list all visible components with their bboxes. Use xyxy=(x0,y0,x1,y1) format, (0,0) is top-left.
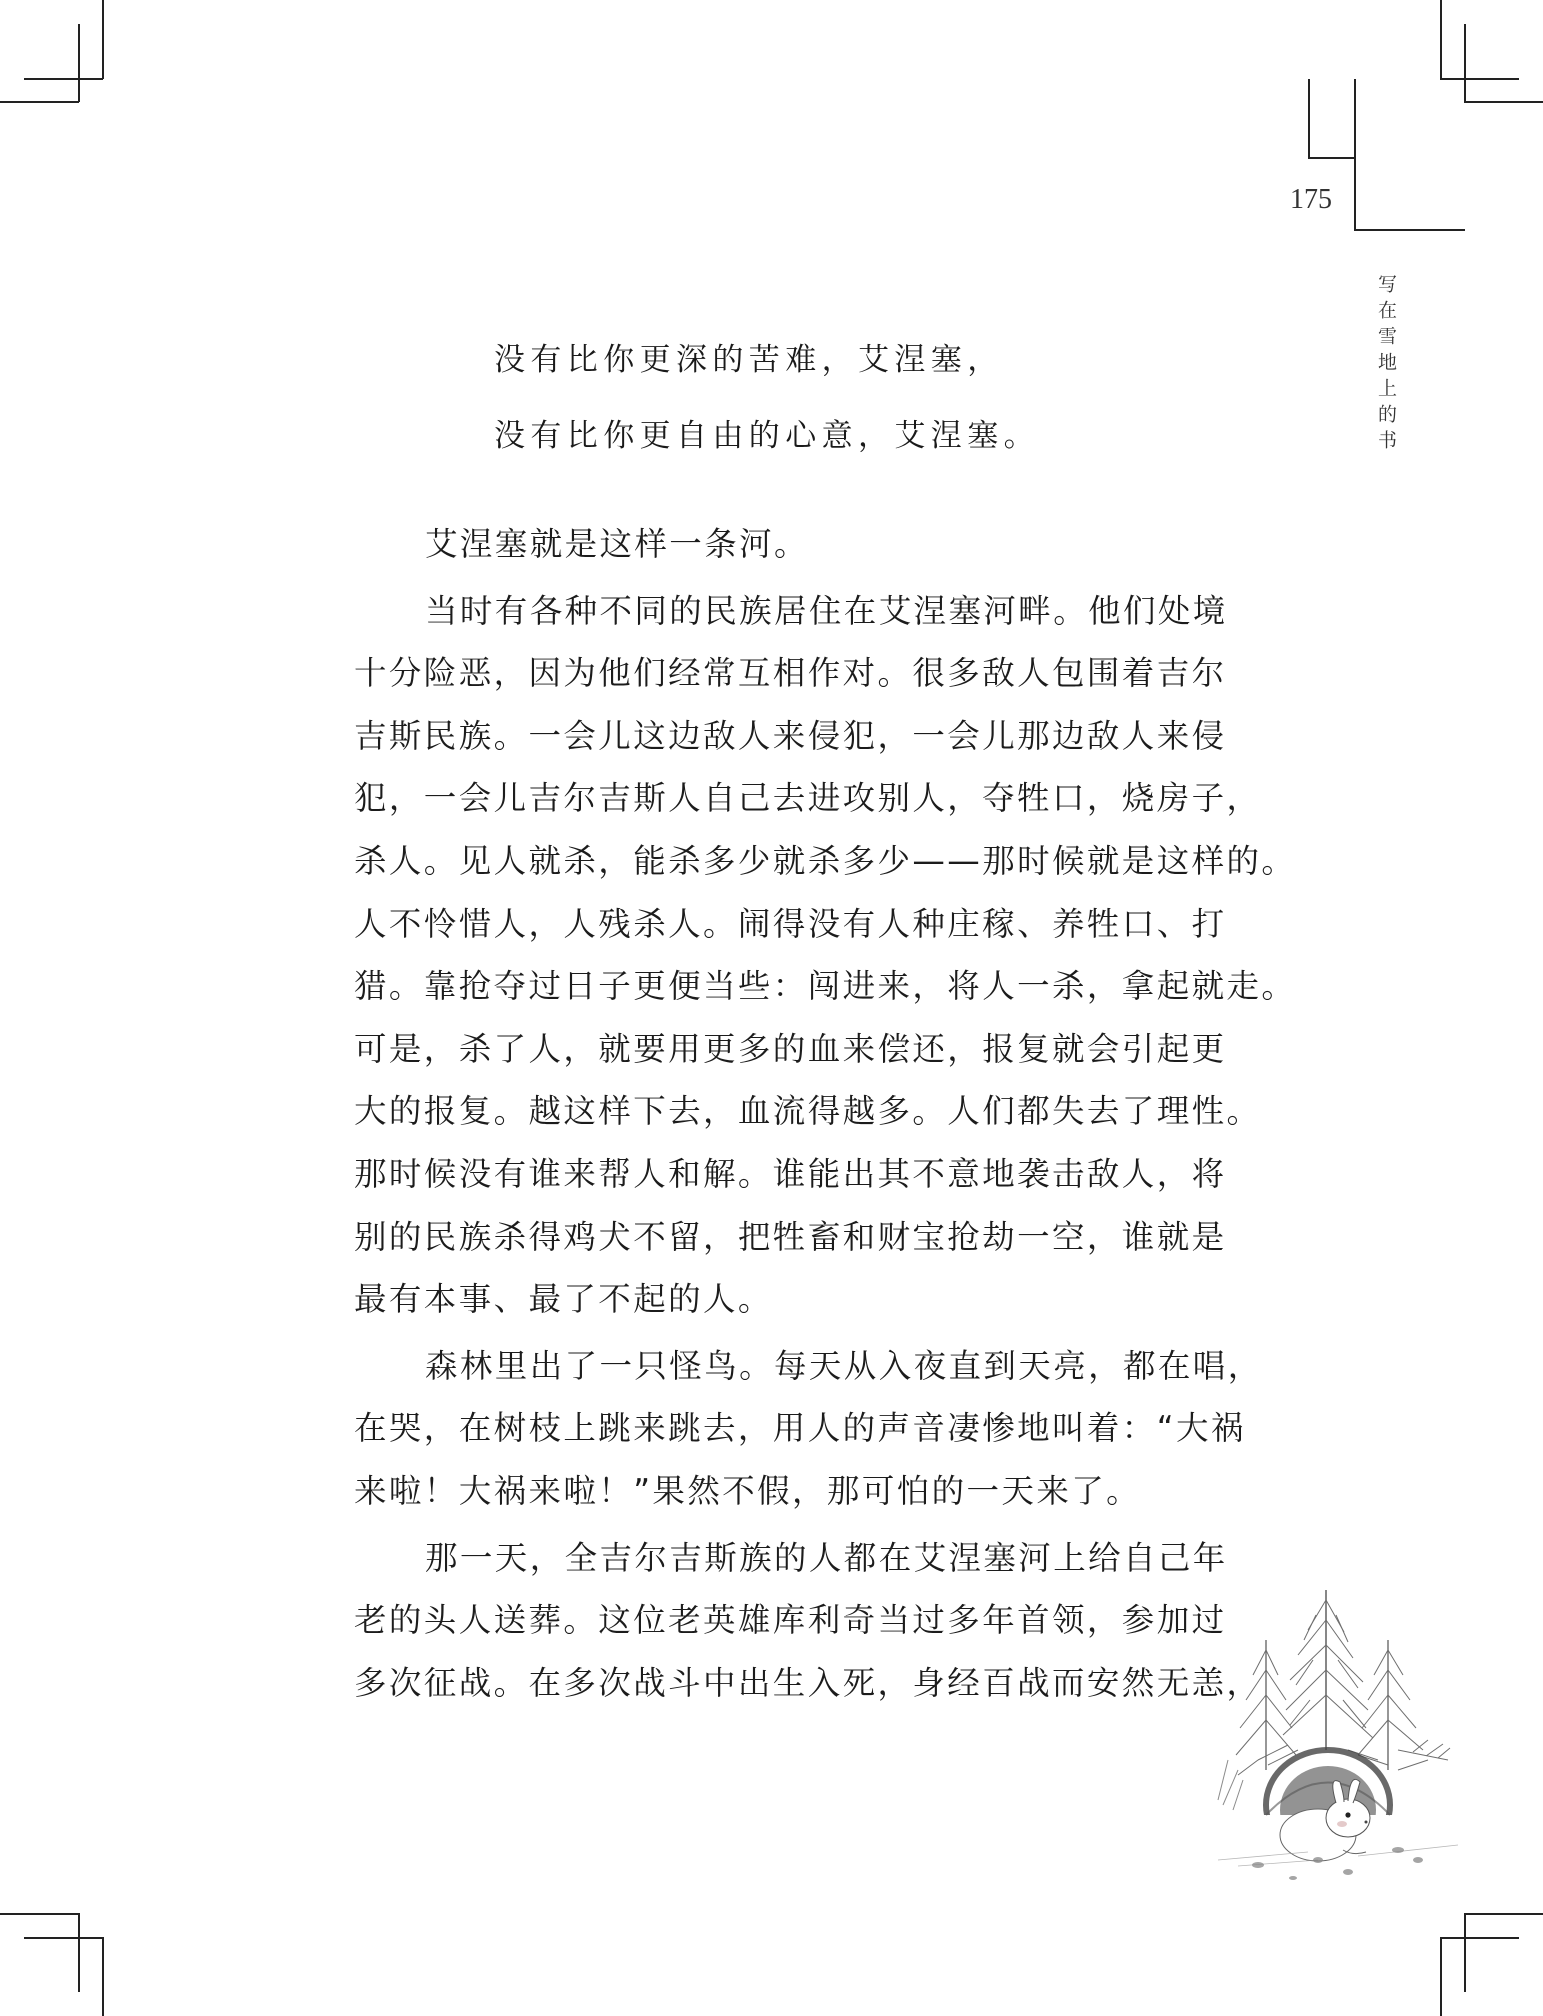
crop-mark xyxy=(1440,1937,1442,2016)
crop-mark xyxy=(1464,1913,1543,1915)
text-line: 最有本事、最了不起的人。 xyxy=(354,1280,773,1319)
text-line: 别的民族杀得鸡犬不留，把牲畜和财宝抢劫一空，谁就是 xyxy=(354,1217,1227,1256)
crop-mark xyxy=(24,1937,103,1939)
poem-line: 没有比你更深的苦难，艾涅塞， xyxy=(494,342,1004,378)
text-line: 多次征战。在多次战斗中出生入死，身经百战而安然无恙， xyxy=(354,1663,1262,1702)
crop-mark xyxy=(24,78,103,80)
crop-mark xyxy=(0,1913,79,1915)
header-rule xyxy=(1308,157,1354,159)
crop-mark xyxy=(78,24,80,102)
text-line: 在哭，在树枝上跳来跳去，用人的声音凄惨地叫着：“大祸 xyxy=(354,1409,1246,1448)
crop-mark xyxy=(1440,0,1442,79)
crop-mark xyxy=(102,0,104,79)
crop-mark xyxy=(0,101,79,103)
text-line: 那时候没有谁来帮人和解。谁能出其不意地袭击敌人，将 xyxy=(354,1154,1227,1193)
text-line: 艾涅塞就是这样一条河。 xyxy=(425,525,809,563)
crop-mark xyxy=(78,1913,80,1992)
text-line: 大的报复。越这样下去，血流得越多。人们都失去了理性。 xyxy=(354,1092,1262,1131)
text-line: 来啦！大祸来啦！”果然不假，那可怕的一天来了。 xyxy=(354,1471,1142,1510)
text-line: 犯，一会儿吉尔吉斯人自己去进攻别人，夺牲口，烧房子， xyxy=(354,779,1262,818)
text-line: 那一天，全吉尔吉斯族的人都在艾涅塞河上给自己年 xyxy=(425,1538,1228,1577)
crop-mark xyxy=(1464,101,1543,103)
header-rule xyxy=(1354,229,1465,231)
crop-mark xyxy=(1440,78,1519,80)
rabbit-illustration xyxy=(1198,1560,1498,1880)
text-line: 森林里出了一只怪鸟。每天从入夜直到天亮，都在唱， xyxy=(425,1346,1263,1385)
text-line: 猎。靠抢夺过日子更便当些：闯进来，将人一杀，拿起就走。 xyxy=(354,967,1297,1006)
poem-block xyxy=(494,322,1040,474)
poem-line: 没有比你更自由的心意，艾涅塞。 xyxy=(494,418,1040,454)
text-line: 可是，杀了人，就要用更多的血来偿还，报复就会引起更 xyxy=(354,1029,1227,1068)
text-line: 老的头人送葬。这位老英雄库利奇当过多年首领，参加过 xyxy=(354,1601,1227,1640)
running-title: 写在雪地上的书 xyxy=(1375,274,1397,456)
crop-mark xyxy=(1464,1913,1466,1992)
text-line: 当时有各种不同的民族居住在艾涅塞河畔。他们处境 xyxy=(425,591,1228,630)
crop-mark xyxy=(1464,24,1466,102)
crop-mark xyxy=(102,1937,104,2016)
text-line: 十分险恶，因为他们经常互相作对。很多敌人包围着吉尔 xyxy=(354,654,1227,693)
page-number: 175 xyxy=(1290,184,1332,215)
header-rule xyxy=(1354,79,1356,229)
text-line: 吉斯民族。一会儿这边敌人来侵犯，一会儿那边敌人来侵 xyxy=(354,716,1227,755)
text-line: 人不怜惜人，人残杀人。闹得没有人种庄稼、养牲口、打 xyxy=(354,904,1227,943)
crop-mark xyxy=(1440,1937,1519,1939)
text-line: 杀人。见人就杀，能杀多少就杀多少——那时候就是这样的。 xyxy=(354,841,1297,880)
body-text xyxy=(354,513,1297,1714)
header-rule xyxy=(1308,79,1310,158)
